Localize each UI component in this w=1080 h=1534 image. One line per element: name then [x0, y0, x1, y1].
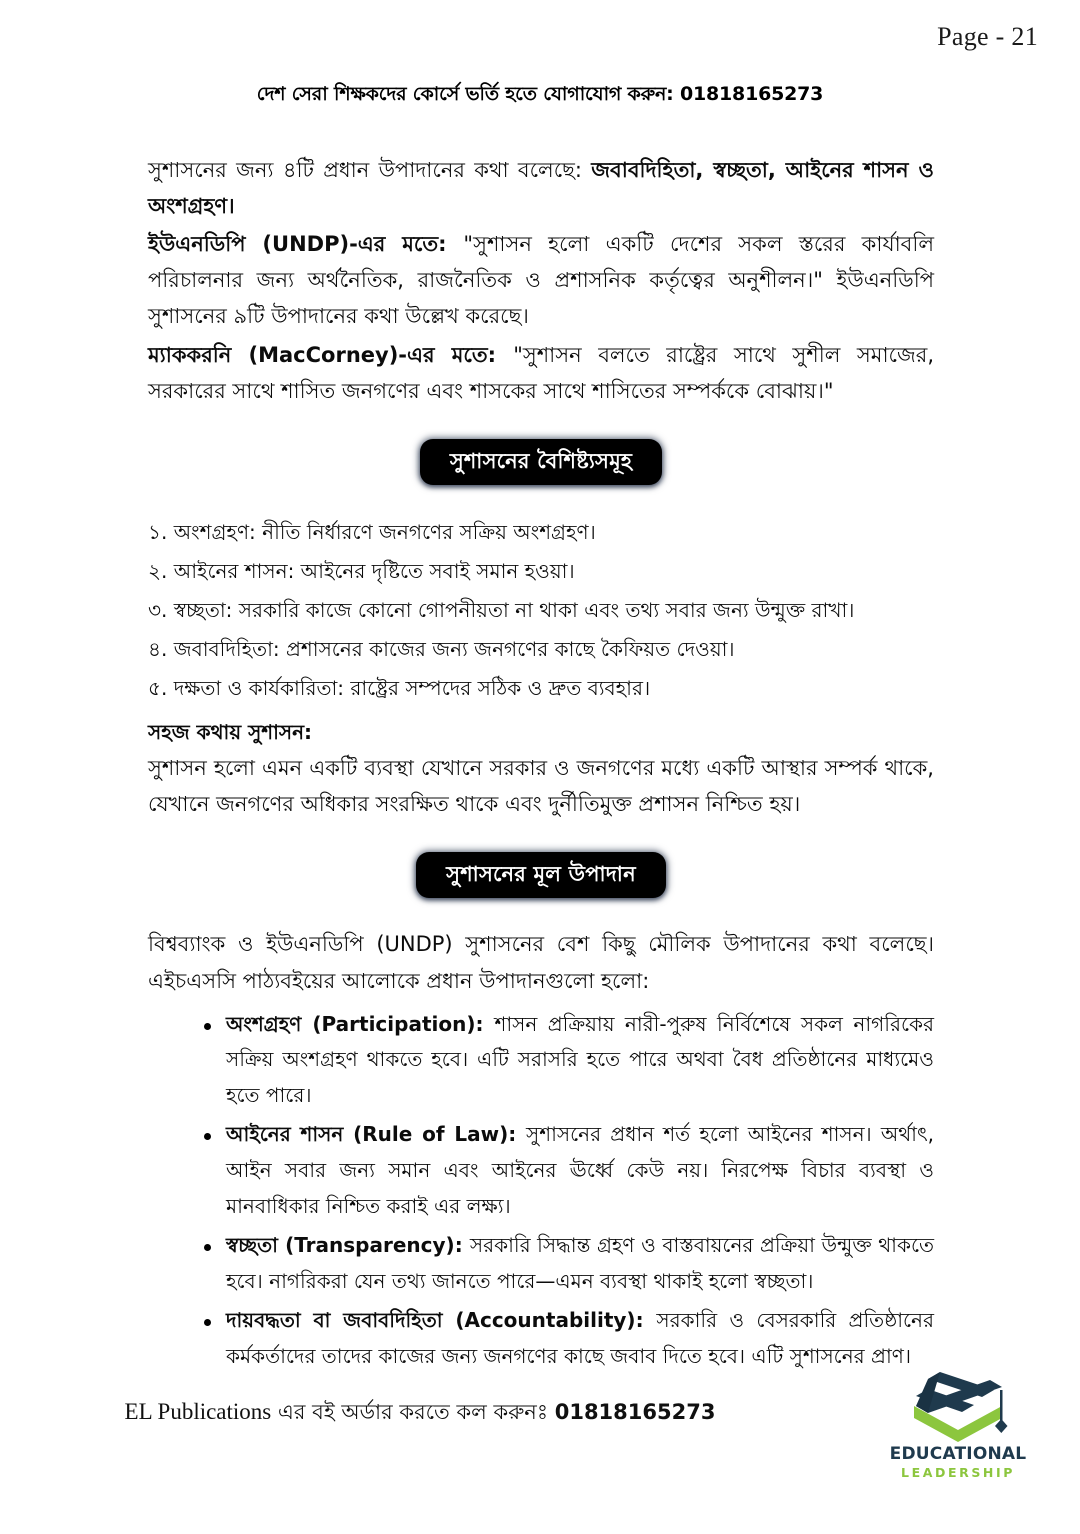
feature-item: ২. আইনের শাসন: আইনের দৃষ্টিতে সবাই সমান হওয়া।: [148, 559, 575, 584]
undp-definition: [148, 226, 934, 334]
list-item-term: দায়বদ্ধতা বা জবাবদিহিতা (Accountability):: [226, 1308, 657, 1333]
feature-item: ৩. স্বচ্ছতা: সরকারি কাজে কোনো গোপনীয়তা না থাকা এবং তথ্য সবার জন্য উন্মুক্ত রাখা।: [148, 598, 855, 623]
intro-p1-text: সুশাসনের জন্য ৪টি প্রধান উপাদানের কথা বলেছে:: [148, 158, 592, 182]
section-heading-core-elements-badge: সুশাসনের মূল উপাদান: [416, 852, 666, 898]
list-item-text: সরকারি সিদ্ধান্ত গ্রহণ ও বাস্তবায়নের প্রক্রিয়া উন্মুক্ত থাকতে হবে। নাগরিকরা যেন তথ্য জানতে পারে—এমন ব্যবস্থা থাকাই হলো স্বচ্ছতা।: [226, 1233, 934, 1293]
list-item-text: শাসন প্রক্রিয়ায় নারী-পুরুষ নির্বিশেষে সকল নাগরিকের সক্রিয় অংশগ্রহণ থাকতে হবে। এটি সরাসরি হতে পারে অথবা বৈধ প্রতিষ্ঠানের মাধ্যমেও হতে পারে।: [226, 1011, 934, 1107]
list-item-term: আইনের শাসন (Rule of Law):: [226, 1122, 527, 1147]
footer-phone: 01818165273: [554, 1400, 716, 1424]
intro-p1-bold: জবাবদিহিতা, স্বচ্ছতা, আইনের শাসন ও অংশগ্রহণ।: [148, 158, 934, 219]
educational-leadership-logo: [878, 1364, 1038, 1496]
promo-contact-line: দেশ সেরা শিক্ষকদের কোর্সে ভর্তি হতে যোগাযোগ করুন: 01818165273: [256, 83, 824, 105]
list-item: [204, 1117, 934, 1224]
list-item-term: অংশগ্রহণ (Participation):: [226, 1011, 495, 1036]
section-heading-features-badge: সুশাসনের বৈশিষ্ট্যসমূহ: [420, 439, 662, 485]
maccorney-body: "সুশাসন বলতে রাষ্ট্রের সাথে সুশীল সমাজের, সরকারের সাথে শাসিত জনগণের এবং শাসকের সাথে শাসিতের সম্পর্ককে বোঝায়।": [148, 342, 934, 403]
page-content: [148, 152, 934, 1379]
list-item: [204, 1228, 934, 1299]
page-footer: [0, 1364, 1080, 1504]
simple-words-subheading: সহজ কথায় সুশাসন:: [148, 720, 313, 745]
feature-item: ৫. দক্ষতা ও কার্যকারিতা: রাষ্ট্রের সম্পদের সঠিক ও দ্রুত ব্যবহার।: [148, 676, 651, 701]
footer-order-line: [0, 1396, 840, 1431]
list-item-term: স্বচ্ছতা (Transparency):: [226, 1233, 470, 1258]
publisher-name: EL Publications: [124, 1399, 272, 1424]
section-heading-2-wrap: [148, 852, 934, 898]
page-number: Page - 21: [937, 22, 1038, 51]
core-elements-list: [148, 1007, 934, 1375]
feature-item: ১. অংশগ্রহণ: নীতি নির্ধারণে জনগণের সক্রিয় অংশগ্রহণ।: [148, 520, 596, 545]
list-item-text: সরকারি ও বেসরকারি প্রতিষ্ঠানের কর্মকর্তাদের তাদের কাজের জন্য জনগণের কাছে জবাব দিতে হবে। এটি সুশাসনের প্রাণ।: [226, 1308, 934, 1369]
undp-label: ইউএনডিপি (UNDP)-এর মতে:: [148, 232, 464, 257]
maccorney-label: ম্যাককরনি (MacCorney)-এর মতে:: [148, 342, 514, 367]
undp-body: "সুশাসন হলো একটি দেশের সকল স্তরের কার্যাবলি পরিচালনার জন্য অর্থনৈতিক, রাজনৈতিক ও প্রশাসনিক কর্তৃত্বের অনুশীলন।" ইউএনডিপি সুশাসনের ৯টি উপাদানের কথা উল্লেখ করেছে।: [148, 232, 934, 329]
intro-paragraph-1: [148, 152, 934, 224]
logo-name: EDUCATIONAL: [889, 1444, 1027, 1464]
core-elements-intro: বিশ্বব্যাংক ও ইউএনডিপি (UNDP) সুশাসনের বেশ কিছু মৌলিক উপাদানের কথা বলেছে। এইচএসসি পাঠ্যবইয়ের আলোকে প্রধান উপাদানগুলো হলো:: [148, 932, 934, 993]
feature-item: ৪. জবাবদিহিতা: প্রশাসনের কাজের জন্য জনগণের কাছে কৈফিয়ত দেওয়া।: [148, 637, 735, 662]
list-item: [204, 1007, 934, 1114]
maccorney-definition: [148, 337, 934, 409]
simple-words-summary: সুশাসন হলো এমন একটি ব্যবস্থা যেখানে সরকার ও জনগণের মধ্যে একটি আস্থার সম্পর্ক থাকে, যেখানে জনগণের অধিকার সংরক্ষিত থাকে এবং দুর্নীতিমুক্ত প্রশাসন নিশ্চিত হয়।: [148, 756, 934, 817]
graduation-cap-e-icon: [894, 1364, 1022, 1444]
section-heading-1-wrap: [148, 439, 934, 485]
list-item-text: সুশাসনের প্রধান শর্ত হলো আইনের শাসন। অর্থাৎ, আইন সবার জন্য সমান এবং আইনের ঊর্ধ্বে কেউ নয়। নিরপেক্ষ বিচার ব্যবস্থা ও মানবাধিকার নিশ্চিত করাই এর লক্ষ্য।: [226, 1122, 934, 1218]
footer-order-text: এর বই অর্ডার করতে কল করুনঃ: [271, 1400, 555, 1424]
logo-subtitle: LEADERSHIP: [901, 1464, 1015, 1480]
